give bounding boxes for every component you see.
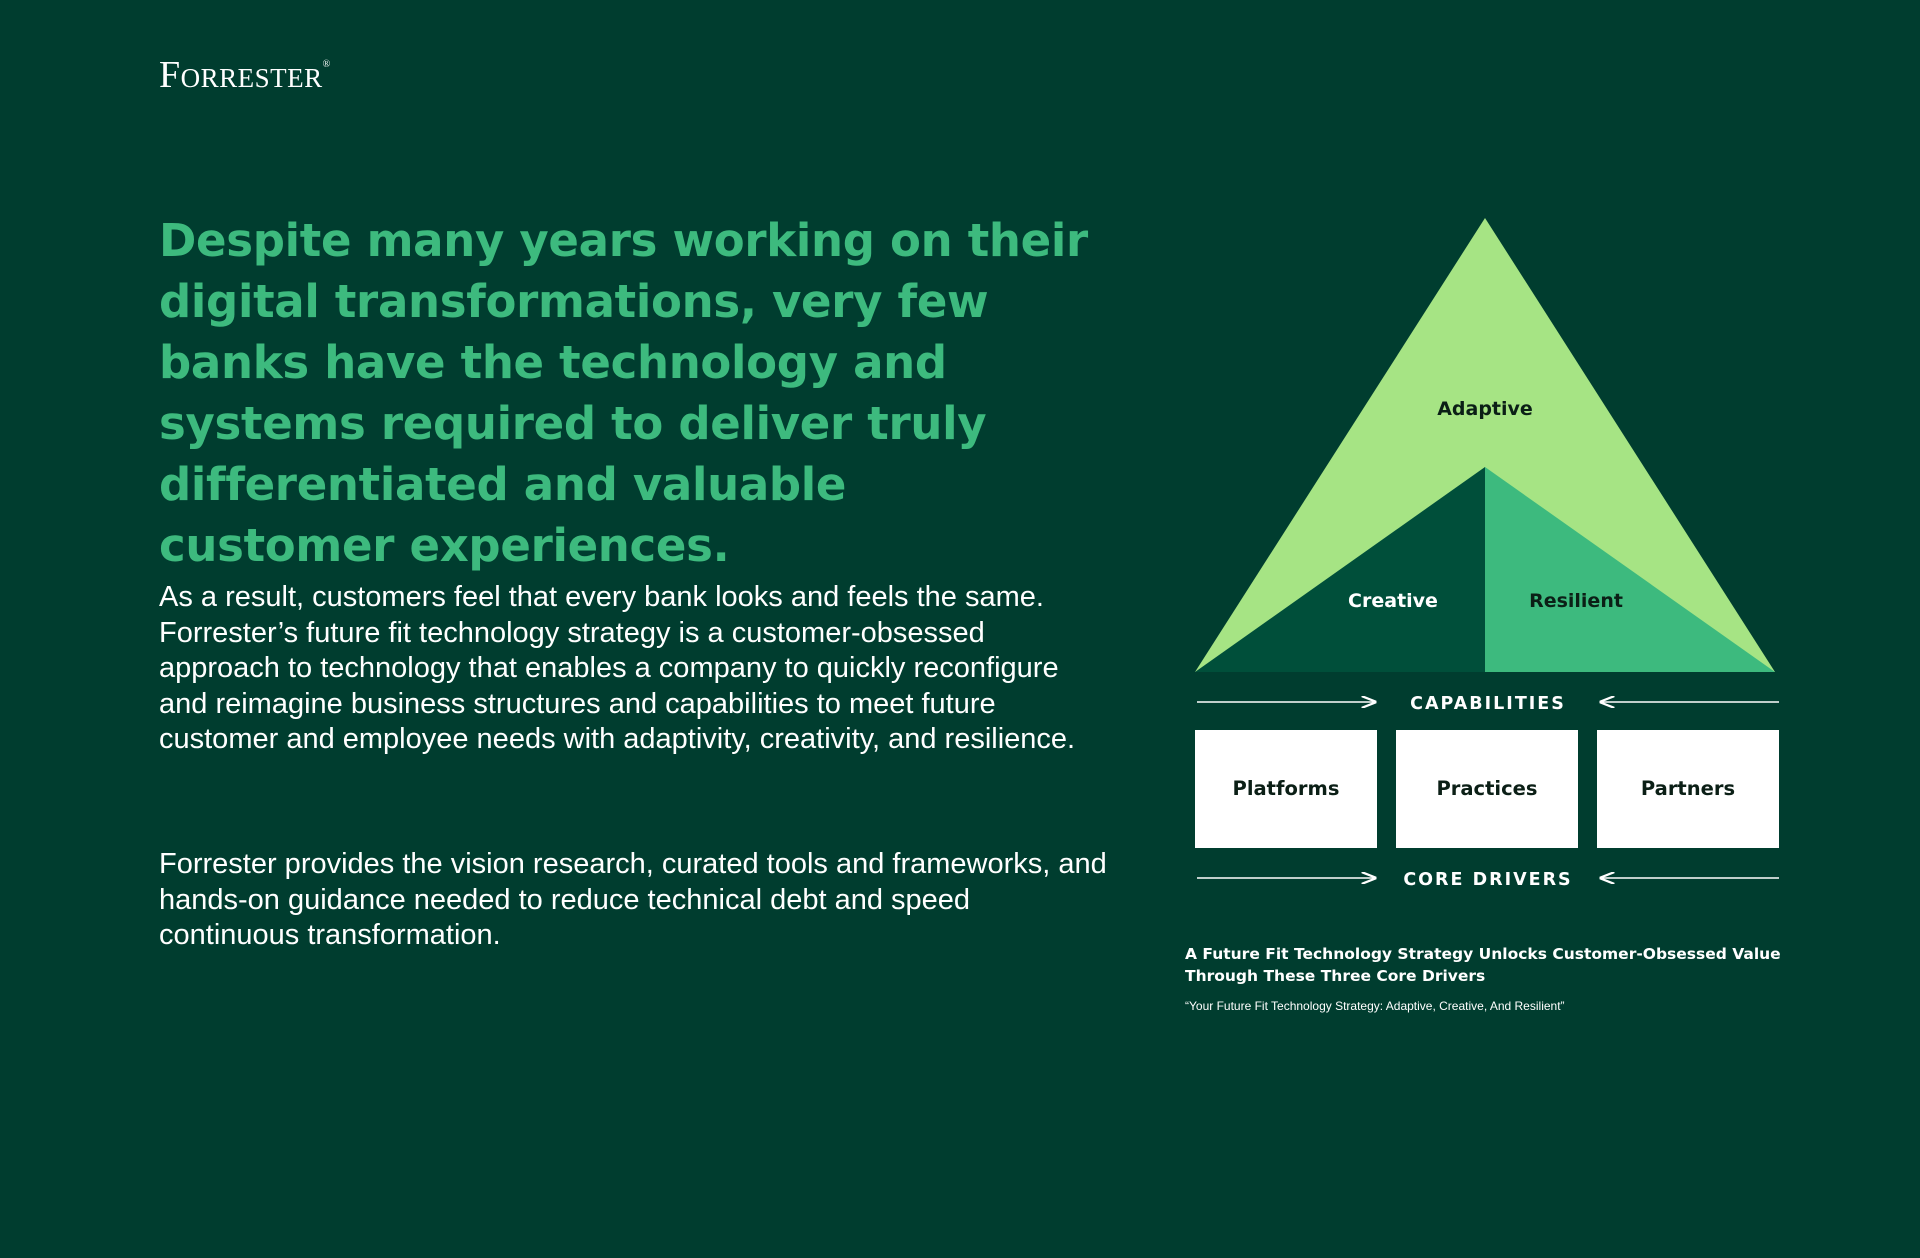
figure-caption-title: A Future Fit Technology Strategy Unlocks Customer-Obsessed Value Through These Three Core Drivers — [1185, 945, 1781, 985]
adaptive-label: Adaptive — [1437, 398, 1533, 420]
forrester-logo — [159, 56, 331, 94]
core-drivers-label: CORE DRIVERS — [1403, 870, 1573, 890]
resilient-label: Resilient — [1529, 590, 1623, 612]
platforms-label: Platforms — [1232, 777, 1340, 800]
figure-caption-source: “Your Future Fit Technology Strategy: Adaptive, Creative, And Resilient” — [1185, 999, 1565, 1013]
body-paragraph-1: As a result, customers feel that every bank looks and feels the same. Forrester’s future fit technology strategy is a customer-obsessed approach to technology that enables a company to quickly reconfigure and reimagine business structures and capabilities to meet future customer and employee needs with adaptivity, creativity, and resilience. — [159, 581, 1076, 755]
headline: Despite many years working on their digital transformations, very few banks have the technology and systems required to deliver truly differentiated and valuable customer experiences. — [159, 214, 1088, 572]
practices-label: Practices — [1436, 777, 1538, 800]
registered-mark: ® — [322, 59, 331, 70]
capabilities-label: CAPABILITIES — [1410, 694, 1566, 714]
future-fit-diagram — [1185, 210, 1785, 890]
creative-label: Creative — [1348, 590, 1438, 612]
body-paragraph-2: Forrester provides the vision research, curated tools and frameworks, and hands-on guidance needed to reduce technical debt and speed continuous transformation. — [159, 848, 1107, 951]
logo-text: Forrester — [159, 54, 323, 96]
partners-label: Partners — [1640, 777, 1736, 800]
